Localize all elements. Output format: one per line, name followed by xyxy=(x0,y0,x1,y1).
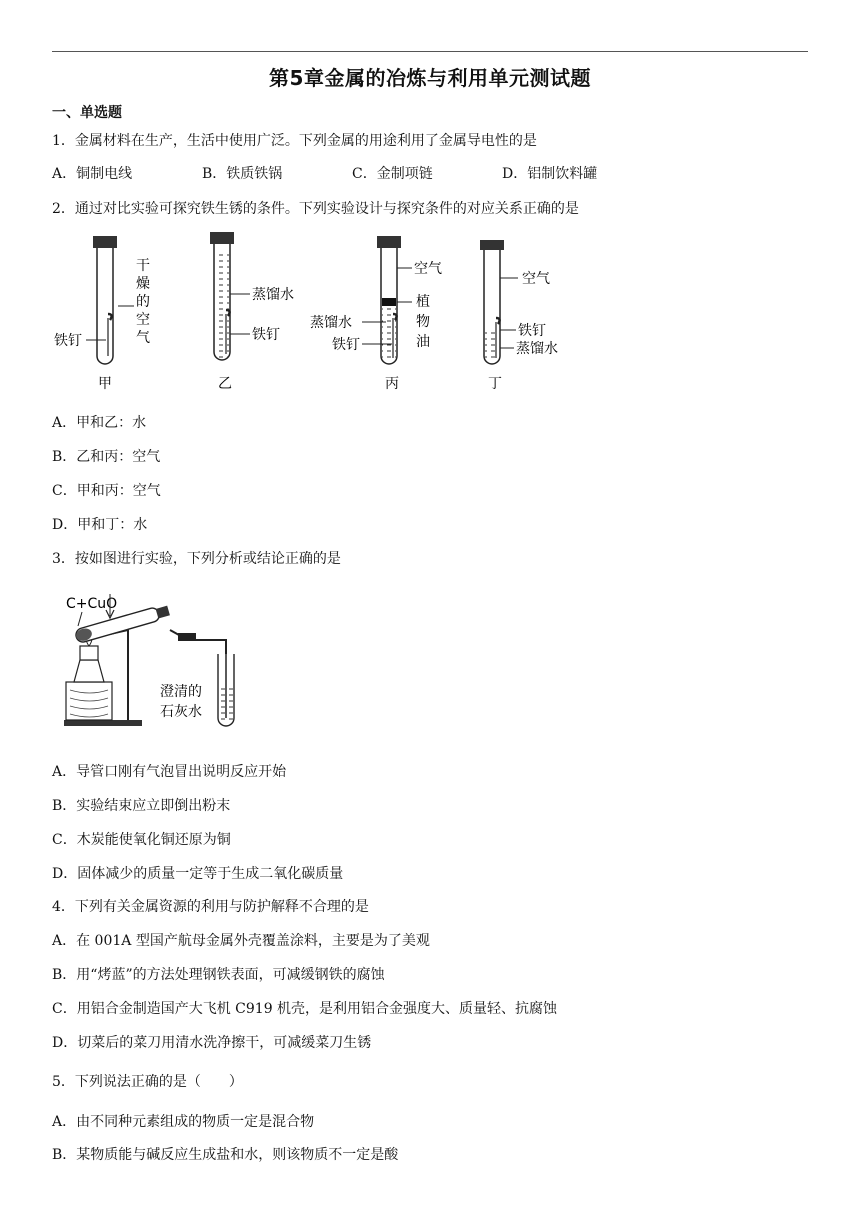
test-tube-yi xyxy=(210,232,294,392)
limewater-label-0: 澄清的 xyxy=(160,684,202,700)
alcohol-lamp xyxy=(74,660,104,682)
bing-water-label: 蒸馏水 xyxy=(310,315,352,331)
question-3-stem: 3．按如图进行实验，下列分析或结论正确的是 xyxy=(52,551,341,567)
q5-option-b: B．某物质能与碱反应生成盐和水，则该物质不一定是酸 xyxy=(52,1147,399,1163)
stand-base xyxy=(64,720,142,726)
test-tube-jia xyxy=(54,236,150,392)
q4-option-d: D．切菜后的菜刀用清水洗净擦干，可减缓菜刀生锈 xyxy=(52,1035,372,1051)
stopper-jia xyxy=(93,236,117,248)
oil-layer-bing xyxy=(382,298,396,306)
stopper-ding xyxy=(480,240,504,250)
ding-nail-label: 铁钉 xyxy=(518,323,546,339)
yi-nail-label: 铁钉 xyxy=(252,327,280,343)
ding-caption: 丁 xyxy=(488,376,502,392)
water-bing xyxy=(382,308,396,362)
yi-water-label: 蒸馏水 xyxy=(252,287,294,303)
jia-air-label-4: 气 xyxy=(136,330,150,346)
question-5-stem: 5．下列说法正确的是（ ） xyxy=(52,1074,243,1090)
q4-option-b: B．用“烤蓝”的方法处理钢铁表面，可减缓钢铁的腐蚀 xyxy=(52,967,385,983)
q1-option-d: D．铝制饮料罐 xyxy=(502,166,598,182)
jia-air-label-1: 燥 xyxy=(136,276,150,292)
ding-air-label: 空气 xyxy=(522,271,550,287)
jia-air-label-3: 空 xyxy=(136,312,150,328)
q4-option-a: A．在 001A 型国产航母金属外壳覆盖涂料，主要是为了美观 xyxy=(52,933,430,949)
water-ding xyxy=(485,330,499,362)
q2-option-d: D．甲和丁：水 xyxy=(52,517,148,533)
bing-oil-label-0: 植 xyxy=(416,294,430,310)
q2-option-a: A．甲和乙：水 xyxy=(52,415,147,431)
jia-nail-label: 铁钉 xyxy=(54,333,82,349)
bing-oil-label-2: 油 xyxy=(416,334,430,350)
ding-water-label: 蒸馏水 xyxy=(516,341,558,357)
q3-option-b: B．实验结束应立即倒出粉末 xyxy=(52,798,231,814)
question-4-stem: 4．下列有关金属资源的利用与防护解释不合理的是 xyxy=(52,899,369,915)
carbon-reduction-apparatus xyxy=(60,590,250,735)
q2-option-c: C．甲和丙：空气 xyxy=(52,483,161,499)
q4-option-c: C．用铝合金制造国产大飞机 C919 机壳，是利用铝合金强度大、质量轻、抗腐蚀 xyxy=(52,1001,558,1017)
q2-option-b: B．乙和丙：空气 xyxy=(52,449,161,465)
q3-option-c: C．木炭能使氧化铜还原为铜 xyxy=(52,832,231,848)
bing-air-label: 空气 xyxy=(414,261,442,277)
stopper-yi xyxy=(210,232,234,244)
q1-option-b: B．铁质铁锅 xyxy=(202,166,283,182)
reactants-label: C+CuO xyxy=(66,596,118,612)
bing-caption: 丙 xyxy=(385,376,399,392)
q5-option-a: A．由不同种元素组成的物质一定是混合物 xyxy=(52,1114,315,1130)
jia-caption: 甲 xyxy=(98,376,112,392)
bing-nail-label: 铁钉 xyxy=(332,337,360,353)
test-tube-bing xyxy=(310,236,442,392)
test-tube-ding xyxy=(480,240,558,392)
jia-air-label-0: 干 xyxy=(136,258,150,274)
rust-experiment-figure xyxy=(50,228,590,396)
bing-oil-label-1: 物 xyxy=(416,314,430,330)
limewater-label-1: 石灰水 xyxy=(160,704,202,720)
page-title: 第5章金属的冶炼与利用单元测试题 xyxy=(269,66,591,90)
jia-air-label-2: 的 xyxy=(136,294,150,310)
q3-option-a: A．导管口刚有气泡冒出说明反应开始 xyxy=(52,764,287,780)
water-yi xyxy=(215,250,229,358)
question-2-stem: 2．通过对比实验可探究铁生锈的条件。下列实验设计与探究条件的对应关系正确的是 xyxy=(52,201,579,217)
q3-option-d: D．固体减少的质量一定等于生成二氧化碳质量 xyxy=(52,866,344,882)
stopper-bing xyxy=(377,236,401,248)
header-rule xyxy=(52,51,808,52)
question-1-stem: 1．金属材料在生产，生活中使用广泛。下列金属的用途利用了金属导电性的是 xyxy=(52,133,537,149)
q1-option-a: A．铜制电线 xyxy=(52,166,133,182)
q1-option-c: C．金制项链 xyxy=(352,166,433,182)
yi-caption: 乙 xyxy=(218,376,232,392)
section-heading: 一、单选题 xyxy=(52,105,122,121)
tube-jia xyxy=(97,248,113,364)
